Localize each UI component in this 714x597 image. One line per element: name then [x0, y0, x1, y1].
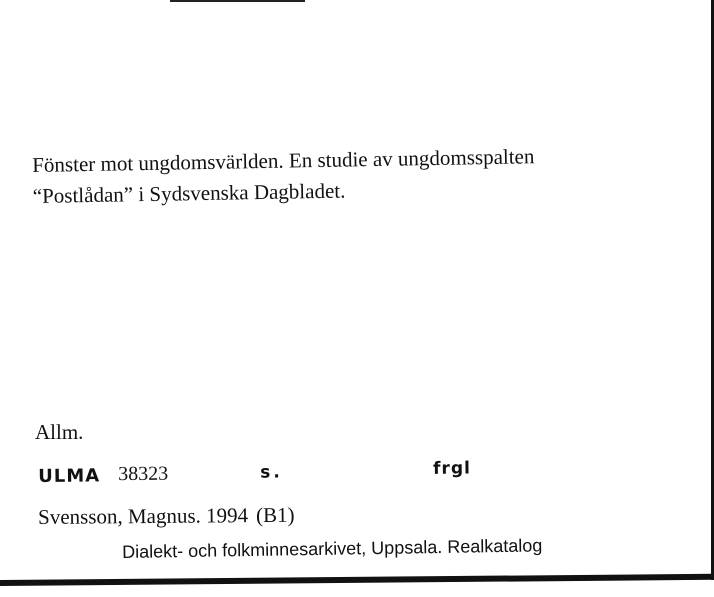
- format-code: s.: [260, 462, 283, 483]
- archive-code: ULMA: [38, 465, 101, 487]
- shelf-code: (B1): [256, 502, 295, 528]
- archive-number: 38323: [118, 462, 169, 486]
- card-title: [32, 139, 673, 212]
- reference-row: [38, 453, 678, 490]
- type-code: frgl: [433, 458, 471, 479]
- author-year: Svensson, Magnus. 1994: [38, 503, 249, 529]
- archive-footer: Dialekt- och folkminnesarkivet, Uppsala. Realkatalog: [122, 535, 543, 562]
- author-line: [38, 503, 295, 530]
- title-line-2: “Postlådan” i Sydsvenska Dagbladet.: [32, 178, 346, 208]
- category-label: Allm.: [35, 420, 84, 444]
- title-line-1: Fönster mot ungdomsvärlden. En studie av ungdomsspalten: [32, 144, 535, 177]
- card-top-edge: [170, 0, 305, 2]
- card-bottom-edge: [0, 574, 714, 586]
